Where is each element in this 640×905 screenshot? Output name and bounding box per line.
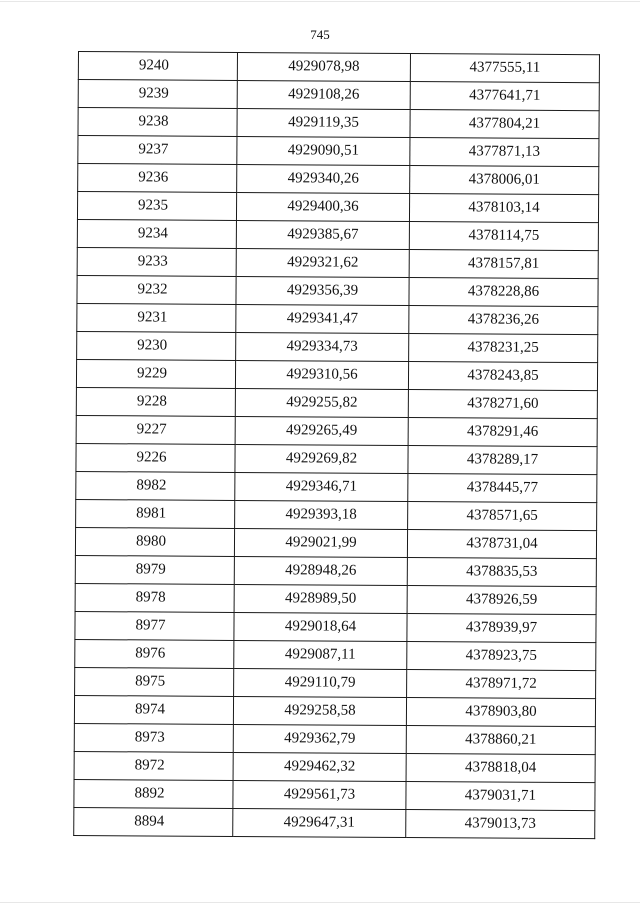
y-coordinate-cell: 4377871,13 <box>410 138 599 167</box>
y-coordinate-cell: 4378818,04 <box>406 754 595 783</box>
point-number-cell: 8979 <box>75 555 234 584</box>
x-coordinate-cell: 4929340,26 <box>237 164 410 193</box>
point-number-cell: 9239 <box>78 80 237 109</box>
x-coordinate-cell: 4929108,26 <box>237 80 410 109</box>
x-coordinate-cell: 4929400,36 <box>236 192 409 221</box>
y-coordinate-cell: 4378271,60 <box>408 390 597 419</box>
point-number-cell: 9237 <box>78 136 237 165</box>
x-coordinate-cell: 4929018,64 <box>234 612 407 641</box>
table-body <box>74 52 600 839</box>
y-coordinate-cell: 4378923,75 <box>407 642 596 671</box>
point-number-cell: 8982 <box>76 471 235 500</box>
point-number-cell: 8972 <box>74 751 233 780</box>
x-coordinate-cell: 4929321,62 <box>236 248 409 277</box>
x-coordinate-cell: 4929258,58 <box>233 696 406 725</box>
table-row <box>75 639 596 670</box>
y-coordinate-cell: 4378860,21 <box>406 726 595 755</box>
page-number: 745 <box>310 27 330 42</box>
coordinates-table-wrapper <box>73 51 588 839</box>
table-row <box>75 583 596 614</box>
table-row <box>74 779 595 810</box>
y-coordinate-cell: 4378231,25 <box>409 334 598 363</box>
point-number-cell: 9227 <box>76 415 235 444</box>
table-row <box>76 387 597 418</box>
y-coordinate-cell: 4378731,04 <box>407 530 596 559</box>
point-number-cell: 9228 <box>76 387 235 416</box>
y-coordinate-cell: 4378291,46 <box>408 418 597 447</box>
x-coordinate-cell: 4929561,73 <box>233 780 406 809</box>
table-row <box>74 695 595 726</box>
point-number-cell: 9230 <box>77 331 236 360</box>
point-number-cell: 9235 <box>77 192 236 221</box>
y-coordinate-cell: 4378114,75 <box>409 222 598 251</box>
table-row <box>75 667 596 698</box>
x-coordinate-cell: 4929334,73 <box>236 332 409 361</box>
table-row <box>76 471 597 502</box>
y-coordinate-cell: 4378243,85 <box>408 362 597 391</box>
x-coordinate-cell: 4928948,26 <box>234 556 407 585</box>
y-coordinate-cell: 4377804,21 <box>410 110 599 139</box>
y-coordinate-cell: 4378289,17 <box>408 446 597 475</box>
y-coordinate-cell: 4378236,26 <box>409 306 598 335</box>
point-number-cell: 9234 <box>77 219 236 248</box>
table-row <box>76 359 597 390</box>
table-row <box>77 192 598 223</box>
y-coordinate-cell: 4378926,59 <box>407 586 596 615</box>
point-number-cell: 9240 <box>78 52 237 81</box>
point-number-cell: 8974 <box>74 695 233 724</box>
x-coordinate-cell: 4929341,47 <box>236 304 409 333</box>
x-coordinate-cell: 4929255,82 <box>235 388 408 417</box>
point-number-cell: 8975 <box>75 667 234 696</box>
table-row <box>78 80 599 111</box>
scan-edge-bottom <box>0 902 640 903</box>
table-row <box>74 723 595 754</box>
point-number-cell: 8977 <box>75 611 234 640</box>
point-number-cell: 8973 <box>74 723 233 752</box>
x-coordinate-cell: 4929269,82 <box>235 444 408 473</box>
table-row <box>75 555 596 586</box>
y-coordinate-cell: 4379031,71 <box>406 782 595 811</box>
y-coordinate-cell: 4377641,71 <box>410 82 599 111</box>
point-number-cell: 8976 <box>75 639 234 668</box>
point-number-cell: 8892 <box>74 779 233 808</box>
x-coordinate-cell: 4929356,39 <box>236 276 409 305</box>
y-coordinate-cell: 4378939,97 <box>407 614 596 643</box>
y-coordinate-cell: 4379013,73 <box>406 810 595 839</box>
table-row <box>77 247 598 278</box>
x-coordinate-cell: 4929310,56 <box>235 360 408 389</box>
x-coordinate-cell: 4929265,49 <box>235 416 408 445</box>
y-coordinate-cell: 4378103,14 <box>409 194 598 223</box>
table-row <box>78 136 599 167</box>
y-coordinate-cell: 4378228,86 <box>409 278 598 307</box>
y-coordinate-cell: 4378445,77 <box>408 474 597 503</box>
y-coordinate-cell: 4378157,81 <box>409 250 598 279</box>
y-coordinate-cell: 4377555,11 <box>410 54 599 83</box>
point-number-cell: 8981 <box>76 499 235 528</box>
x-coordinate-cell: 4929647,31 <box>233 808 406 837</box>
point-number-cell: 8894 <box>74 807 233 836</box>
x-coordinate-cell: 4929090,51 <box>237 136 410 165</box>
table-row <box>75 527 596 558</box>
x-coordinate-cell: 4929078,98 <box>237 52 410 81</box>
y-coordinate-cell: 4378835,53 <box>407 558 596 587</box>
x-coordinate-cell: 4928989,50 <box>234 584 407 613</box>
point-number-cell: 9226 <box>76 443 235 472</box>
x-coordinate-cell: 4929393,18 <box>235 500 408 529</box>
table-row <box>77 331 598 362</box>
x-coordinate-cell: 4929346,71 <box>235 472 408 501</box>
x-coordinate-cell: 4929119,35 <box>237 108 410 137</box>
y-coordinate-cell: 4378903,80 <box>406 698 595 727</box>
table-row <box>78 52 599 83</box>
y-coordinate-cell: 4378971,72 <box>407 670 596 699</box>
point-number-cell: 8980 <box>75 527 234 556</box>
table-row <box>77 275 598 306</box>
table-row <box>77 219 598 250</box>
table-row <box>76 499 597 530</box>
table-row <box>74 807 595 838</box>
table-row <box>75 611 596 642</box>
point-number-cell: 8978 <box>75 583 234 612</box>
point-number-cell: 9238 <box>78 108 237 137</box>
x-coordinate-cell: 4929462,32 <box>233 752 406 781</box>
table-row <box>76 443 597 474</box>
y-coordinate-cell: 4378571,65 <box>408 502 597 531</box>
point-number-cell: 9231 <box>77 303 236 332</box>
table-row <box>74 751 595 782</box>
point-number-cell: 9233 <box>77 247 236 276</box>
x-coordinate-cell: 4929362,79 <box>233 724 406 753</box>
x-coordinate-cell: 4929087,11 <box>234 640 407 669</box>
y-coordinate-cell: 4378006,01 <box>410 166 599 195</box>
scan-edge-top <box>0 1 640 2</box>
coordinates-table <box>73 51 600 839</box>
point-number-cell: 9232 <box>77 275 236 304</box>
x-coordinate-cell: 4929021,99 <box>234 528 407 557</box>
table-row <box>78 108 599 139</box>
point-number-cell: 9229 <box>76 359 235 388</box>
table-row <box>78 164 599 195</box>
table-row <box>76 415 597 446</box>
table-row <box>77 303 598 334</box>
point-number-cell: 9236 <box>78 164 237 193</box>
x-coordinate-cell: 4929385,67 <box>236 220 409 249</box>
x-coordinate-cell: 4929110,79 <box>234 668 407 697</box>
